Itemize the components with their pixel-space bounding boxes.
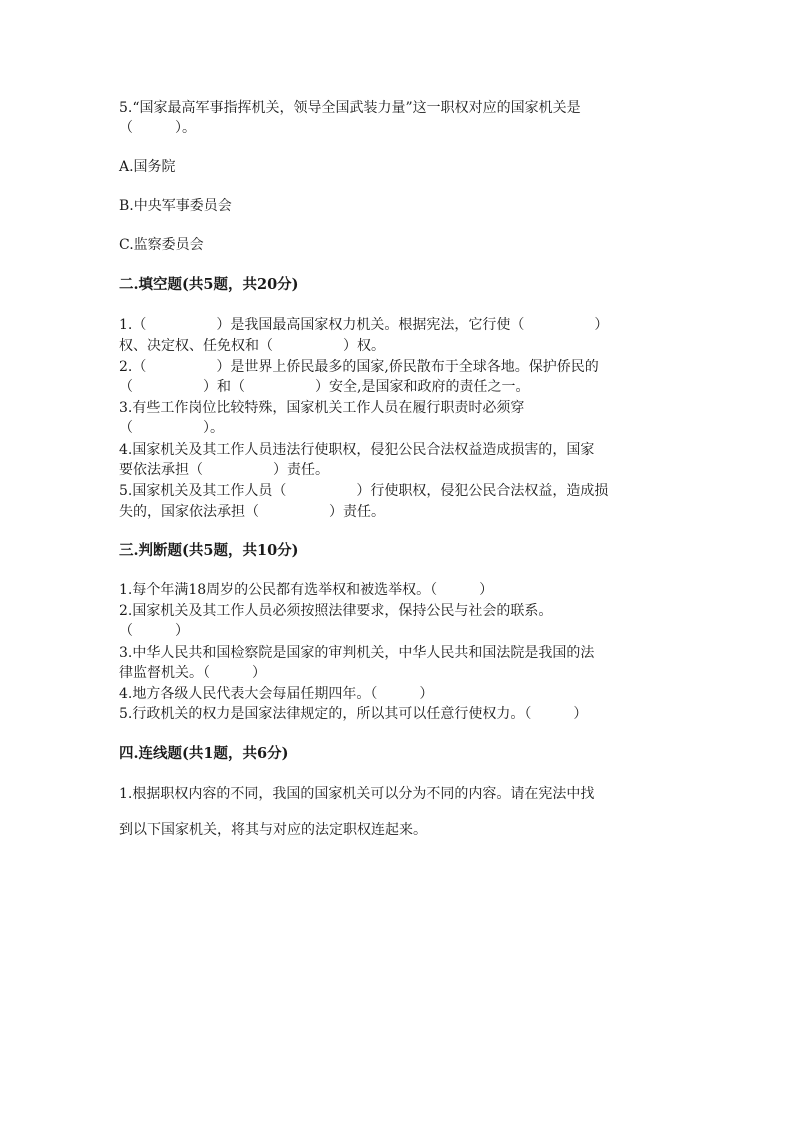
section4-line: 1.根据职权内容的不同，我国的国家机关可以分为不同的内容。请在宪法中找: [119, 786, 595, 802]
option-b: B.中央军事委员会: [119, 198, 232, 214]
question-stem-blank: （ ）。: [119, 120, 196, 136]
section3-line: 2.国家机关及其工作人员必须按照法律要求，保持公民与社会的联系。: [119, 603, 553, 619]
section2-line: 2.（ ）是世界上侨民最多的国家,侨民散布于全球各地。保护侨民的: [119, 359, 599, 375]
section3-line: 5.行政机关的权力是国家法律规定的，所以其可以任意行使权力。（ ）: [119, 706, 588, 722]
option-c: C.监察委员会: [119, 237, 204, 253]
section-heading-fill-blank: 二.填空题(共5题，共20分): [119, 276, 299, 293]
section3-line: 律监督机关。（ ）: [119, 665, 266, 681]
section3-line: 4.地方各级人民代表大会每届任期四年。（ ）: [119, 686, 434, 702]
section2-line: 要依法承担（ ）责任。: [119, 462, 329, 478]
section2-line: 5.国家机关及其工作人员（ ）行使职权，侵犯公民合法权益，造成损: [119, 483, 609, 499]
question-stem: 5.“国家最高军事指挥机关，领导全国武装力量”这一职权对应的国家机关是: [119, 100, 581, 116]
section3-line: 3.中华人民共和国检察院是国家的审判机关，中华人民共和国法院是我国的法: [119, 645, 595, 661]
section3-line: （ ）: [119, 623, 189, 639]
section-heading-true-false: 三.判断题(共5题，共10分): [119, 542, 299, 559]
section2-line: 失的，国家依法承担（ ）责任。: [119, 504, 385, 520]
section-heading-matching: 四.连线题(共1题，共6分): [119, 745, 289, 762]
section2-line: 权、决定权、任免权和（ ）权。: [119, 338, 385, 354]
section2-line: 4.国家机关及其工作人员违法行使职权，侵犯公民合法权益造成损害的，国家: [119, 442, 595, 458]
section2-line: （ ）。: [119, 420, 224, 436]
option-a: A.国务院: [119, 159, 176, 175]
section2-line: 1.（ ）是我国最高国家权力机关。根据宪法，它行使（ ）: [119, 317, 609, 333]
section3-line: 1.每个年满18周岁的公民都有选举权和被选举权。（ ）: [119, 582, 494, 598]
section2-line: 3.有些工作岗位比较特殊，国家机关工作人员在履行职责时必须穿: [119, 400, 525, 416]
section4-line: 到以下国家机关，将其与对应的法定职权连起来。: [119, 822, 427, 838]
section2-line: （ ）和（ ）安全,是国家和政府的责任之一。: [119, 379, 530, 395]
